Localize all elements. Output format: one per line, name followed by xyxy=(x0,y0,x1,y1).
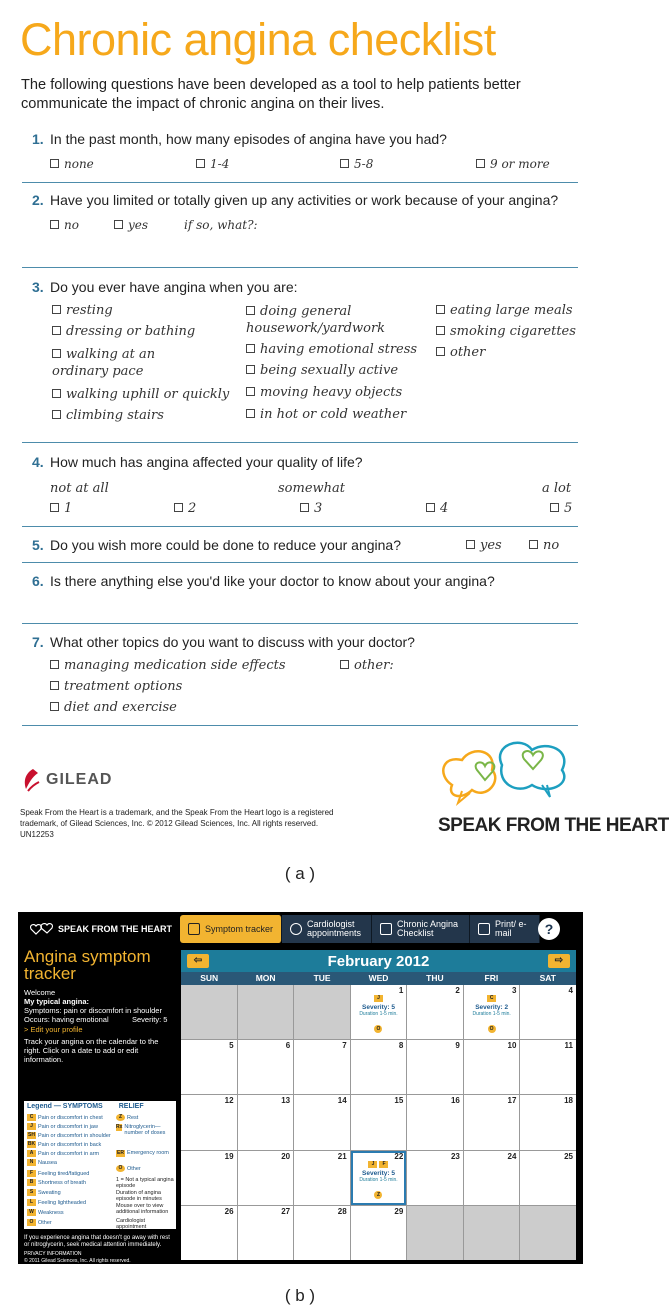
day-number: 11 xyxy=(564,1041,573,1051)
legend-item: S Sweating xyxy=(27,1189,61,1196)
copyright: © 2011 Gilead Sciences, Inc. All rights reserved. xyxy=(24,1258,131,1264)
day-number: 17 xyxy=(507,1096,517,1106)
weekday-label: FRI xyxy=(484,973,499,983)
option-hot-cold-weather[interactable]: in hot or cold weather xyxy=(246,407,406,422)
legend-item: J Pain or discomfort in jaw xyxy=(27,1123,98,1130)
calendar-day[interactable] xyxy=(294,1206,350,1260)
checkbox-icon xyxy=(196,159,205,168)
duration-text: Duration 1-5 min. xyxy=(472,1011,511,1017)
relief-code: O xyxy=(374,1025,382,1033)
calendar-empty-cell xyxy=(294,985,350,1039)
option-large-meals[interactable]: eating large meals xyxy=(436,303,573,318)
calendar-day[interactable] xyxy=(351,1095,407,1149)
checkbox-icon xyxy=(50,503,59,512)
checkbox-icon xyxy=(246,409,255,418)
print-icon xyxy=(478,923,490,935)
calendar-day[interactable] xyxy=(294,1151,350,1205)
divider xyxy=(22,562,578,563)
checkbox-icon xyxy=(246,387,255,396)
checklist-intro: The following questions have been developed as a tool to help patients better communicate the impact of chronic angina on their lives. xyxy=(21,77,521,112)
calendar-empty-cell xyxy=(238,985,294,1039)
legend-title: Legend — SYMPTOMS RELIEF xyxy=(27,1103,144,1110)
app-logo: SPEAK FROM THE HEART xyxy=(28,918,172,940)
legend-relief-item: O Other xyxy=(116,1165,141,1172)
day-number: 19 xyxy=(224,1151,234,1161)
checkbox-icon xyxy=(50,159,59,168)
calendar-day[interactable] xyxy=(294,1040,350,1094)
calendar xyxy=(181,950,576,1260)
sidebar xyxy=(24,948,176,1262)
question-7: 7. What other topics do you want to discuss with your doctor? xyxy=(32,634,415,650)
track-instructions: Track your angina on the calendar to the right. Click on a date to add or edit information. xyxy=(24,1037,159,1064)
day-number: 10 xyxy=(507,1041,517,1051)
legend-note: 1 = Not a typical angina episode xyxy=(116,1177,174,1189)
checkbox-icon xyxy=(246,365,255,374)
calendar-day[interactable] xyxy=(464,1095,520,1149)
if-so-what-label: if so, what?: xyxy=(184,218,258,232)
calendar-day[interactable] xyxy=(351,1206,407,1260)
divider xyxy=(22,267,578,268)
scale-option-4[interactable]: 4 xyxy=(426,501,448,516)
weekday-label: MON xyxy=(255,973,276,983)
divider xyxy=(22,725,578,726)
calendar-day[interactable] xyxy=(520,1095,576,1149)
calendar-icon xyxy=(188,923,200,935)
calendar-empty-cell xyxy=(407,1206,463,1260)
legend-note: Cardiologist appointment xyxy=(116,1218,147,1230)
question-5: 5. Do you wish more could be done to reduce your angina? xyxy=(32,537,401,553)
checkbox-icon xyxy=(436,326,445,335)
option-sexually-active[interactable]: being sexually active xyxy=(246,363,398,378)
option-other[interactable]: other xyxy=(436,345,485,360)
checkbox-icon xyxy=(246,306,255,315)
symptom-code: F xyxy=(379,1161,388,1168)
calendar-day[interactable] xyxy=(238,1151,294,1205)
severity-line: Severity: 5 xyxy=(132,1015,168,1024)
day-number: 5 xyxy=(229,1041,234,1051)
day-number: 8 xyxy=(398,1041,404,1051)
angina-episode[interactable] xyxy=(464,995,520,1035)
symptom-tracker-app xyxy=(18,912,583,1264)
relief-code: O xyxy=(488,1025,496,1033)
typical-angina-label: My typical angina: xyxy=(24,997,90,1006)
checkbox-icon xyxy=(340,159,349,168)
legend xyxy=(24,1101,176,1229)
severity-text: Severity: 2 xyxy=(475,1004,509,1011)
day-number: 6 xyxy=(285,1041,291,1051)
option-none[interactable]: none xyxy=(50,157,94,171)
option-emotional-stress[interactable]: having emotional stress xyxy=(246,342,417,357)
option-side-effects[interactable]: managing medication side effects xyxy=(50,658,286,673)
option-no[interactable]: no xyxy=(529,538,559,553)
legend-item: SH Pain or discomfort in shoulder xyxy=(28,1132,111,1139)
option-resting[interactable]: resting xyxy=(52,303,113,318)
day-number: 1 xyxy=(398,986,404,995)
checkbox-icon xyxy=(246,344,255,353)
privacy-link[interactable]: PRIVACY INFORMATION xyxy=(24,1251,82,1257)
option-climbing-stairs[interactable]: climbing stairs xyxy=(52,408,164,423)
edit-profile-link[interactable]: > Edit your profile xyxy=(24,1025,83,1034)
scale-label-somewhat: somewhat xyxy=(278,481,345,496)
angina-episode[interactable] xyxy=(351,1161,407,1201)
calendar-day[interactable] xyxy=(181,1040,237,1094)
day-number: 3 xyxy=(511,986,517,995)
calendar-day[interactable] xyxy=(407,1095,463,1149)
scale-label-not-at-all: not at all xyxy=(50,481,109,496)
legend-item: BK Pain or discomfort in back xyxy=(27,1141,102,1148)
day-number: 16 xyxy=(450,1096,460,1106)
calendar-day[interactable] xyxy=(181,1206,237,1260)
tab-cardiologist-appointments[interactable]: Cardiologist appointments xyxy=(282,915,372,943)
option-9-or-more[interactable]: 9 or more xyxy=(476,157,550,171)
day-number: 23 xyxy=(450,1151,460,1161)
calendar-grid xyxy=(181,985,576,1260)
checkbox-icon xyxy=(50,220,59,229)
checkbox-icon xyxy=(436,305,445,314)
legend-item: N Nausea xyxy=(27,1159,57,1166)
question-3: 3. Do you ever have angina when you are: xyxy=(32,279,298,295)
calendar-day[interactable] xyxy=(520,1040,576,1094)
caption-a: ( a ) xyxy=(284,864,316,883)
day-number: 15 xyxy=(394,1096,404,1106)
legend-item: L Feeling lightheaded xyxy=(27,1199,86,1206)
checkbox-icon xyxy=(426,503,435,512)
gilead-mark-icon xyxy=(20,767,40,793)
next-month-button[interactable]: ⇨ xyxy=(548,954,570,968)
option-heavy-objects[interactable]: moving heavy objects xyxy=(246,385,402,400)
tab-print-email[interactable]: Print/ e-mail xyxy=(470,915,540,943)
option-smoking[interactable]: smoking cigarettes xyxy=(436,324,576,339)
checkbox-icon xyxy=(52,410,61,419)
duration-text: Duration 1-5 min. xyxy=(359,1011,398,1017)
checkbox-icon xyxy=(436,347,445,356)
tab-chronic-angina-checklist[interactable]: Chronic Angina Checklist xyxy=(372,915,470,943)
calendar-day[interactable] xyxy=(351,985,407,1039)
option-yes[interactable]: yes xyxy=(114,218,148,232)
scale-option-3[interactable]: 3 xyxy=(300,501,322,516)
person-icon xyxy=(290,923,302,935)
calendar-day[interactable] xyxy=(351,1040,407,1094)
option-other[interactable]: other: xyxy=(340,658,394,673)
severity-text: Severity: 5 xyxy=(362,1004,395,1011)
day-number: 14 xyxy=(337,1096,347,1106)
calendar-day[interactable] xyxy=(407,985,463,1039)
option-dressing[interactable]: dressing or bathing xyxy=(52,324,195,339)
checkbox-icon xyxy=(340,660,349,669)
day-number: 28 xyxy=(337,1206,347,1216)
legend-relief-item: Z Rest xyxy=(116,1114,138,1121)
option-no[interactable]: no xyxy=(50,218,79,232)
trademark-notice: Speak From the Heart is a trademark, and the Speak From the Heart logo is a registered trademark, of Gilead Sciences, Inc. © 2012 Gilead Sciences, Inc. All rights reserved. UN12253 xyxy=(20,808,334,839)
legend-item: C Pain or discomfort in chest xyxy=(27,1114,103,1121)
side-footer: If you experience angina that doesn't go away with rest or nitroglycerin, seek medical attention immediately. PRIVACY INFORMATION © 2011 Gilead Sciences, Inc. All rights reserved. xyxy=(24,1235,174,1265)
calendar-day[interactable] xyxy=(181,1095,237,1149)
calendar-day[interactable] xyxy=(238,1206,294,1260)
hearts-logo-icon xyxy=(28,921,54,937)
severity-text: Severity: 5 xyxy=(362,1169,395,1177)
calendar-day[interactable] xyxy=(181,1151,237,1205)
day-number: 12 xyxy=(224,1096,234,1106)
checkbox-icon xyxy=(50,681,59,690)
help-button[interactable]: ? xyxy=(538,918,560,940)
calendar-header xyxy=(181,950,576,972)
option-1-4[interactable]: 1-4 xyxy=(196,157,229,171)
checkbox-icon xyxy=(300,503,309,512)
symptom-code: C xyxy=(487,995,496,1002)
weekday-label: WED xyxy=(368,973,389,983)
calendar-day[interactable] xyxy=(520,1151,576,1205)
day-number: 29 xyxy=(394,1206,404,1216)
calendar-day[interactable] xyxy=(294,1095,350,1149)
weekday-header xyxy=(181,972,576,985)
legend-item: B Shortness of breath xyxy=(27,1179,86,1186)
main-nav xyxy=(180,915,540,943)
option-walking-ordinary[interactable]: walking at an ordinary pace xyxy=(52,347,156,379)
welcome-text: Welcome xyxy=(24,988,56,997)
calendar-day[interactable] xyxy=(464,985,520,1039)
day-number: 18 xyxy=(564,1096,573,1106)
checkbox-icon xyxy=(50,660,59,669)
day-number: 7 xyxy=(342,1041,347,1051)
option-yes[interactable]: yes xyxy=(466,538,502,553)
day-number: 26 xyxy=(224,1206,234,1216)
checkbox-icon xyxy=(174,503,183,512)
divider xyxy=(22,182,578,183)
caption-b: ( b ) xyxy=(284,1286,316,1305)
day-number: 27 xyxy=(281,1206,291,1216)
checkbox-icon xyxy=(52,326,61,335)
calendar-day[interactable] xyxy=(351,1151,407,1205)
duration-text: Duration 1-5 min. xyxy=(359,1176,398,1183)
symptom-code: J xyxy=(368,1161,377,1168)
option-treatment[interactable]: treatment options xyxy=(50,679,182,694)
legend-relief-item: Rx Nitroglycerin—number of doses xyxy=(116,1124,166,1136)
tab-symptom-tracker[interactable]: Symptom tracker xyxy=(180,915,282,943)
day-number: 20 xyxy=(281,1151,291,1161)
checkbox-icon xyxy=(476,159,485,168)
option-5-8[interactable]: 5-8 xyxy=(340,157,373,171)
legend-item: O Other xyxy=(27,1219,52,1226)
option-walking-uphill[interactable]: walking uphill or quickly xyxy=(52,387,229,402)
weekday-label: TUE xyxy=(313,973,331,983)
divider xyxy=(22,442,578,443)
weekday-label: THU xyxy=(426,973,444,983)
legend-note: Duration of angina episode in minutes xyxy=(116,1190,162,1202)
calendar-day[interactable] xyxy=(407,1151,463,1205)
option-housework[interactable]: doing general housework/yardwork xyxy=(246,304,386,336)
tracker-title: Angina symptom tracker xyxy=(24,947,151,983)
checkbox-icon xyxy=(52,389,61,398)
checkbox-icon xyxy=(466,540,475,549)
month-title: February 2012 xyxy=(327,952,430,970)
scale-option-5[interactable]: 5 xyxy=(550,501,572,516)
calendar-day[interactable] xyxy=(464,1151,520,1205)
legend-item: F Feeling tired/fatigued xyxy=(27,1170,89,1177)
scale-option-1[interactable]: 1 xyxy=(50,501,72,516)
checkbox-icon xyxy=(550,503,559,512)
checkbox-icon xyxy=(52,305,61,314)
checklist-title: Chronic angina checklist xyxy=(20,14,496,65)
checkbox-icon xyxy=(50,702,59,711)
checkbox-icon xyxy=(529,540,538,549)
option-diet-exercise[interactable]: diet and exercise xyxy=(50,700,177,715)
divider xyxy=(22,623,578,624)
day-number: 13 xyxy=(281,1096,291,1106)
question-6: 6. Is there anything else you'd like your doctor to know about your angina? xyxy=(32,573,495,589)
occurs-line: Occurs: having emotional xyxy=(24,1015,109,1024)
speak-from-the-heart-text: SPEAK FROM THE HEART xyxy=(438,815,669,836)
weekday-label: SAT xyxy=(539,973,556,983)
day-number: 22 xyxy=(394,1151,404,1161)
calendar-day[interactable] xyxy=(407,1040,463,1094)
checkbox-icon xyxy=(114,220,123,229)
scale-label-a-lot: a lot xyxy=(542,481,572,496)
day-number: 21 xyxy=(337,1151,347,1161)
weekday-label: SUN xyxy=(200,973,219,983)
calendar-day[interactable] xyxy=(464,1040,520,1094)
scale-option-2[interactable]: 2 xyxy=(174,501,196,516)
question-4: 4. How much has angina affected your quality of life? xyxy=(32,454,363,470)
question-1: 1. In the past month, how many episodes of angina have you had? xyxy=(32,131,447,147)
day-number: 25 xyxy=(564,1151,573,1161)
calendar-empty-cell xyxy=(520,1206,576,1260)
legend-note: Mouse over to view additional information xyxy=(116,1203,169,1215)
legend-relief-item: ER Emergency room xyxy=(117,1150,169,1156)
checkbox-icon xyxy=(380,923,392,935)
calendar-empty-cell xyxy=(464,1206,520,1260)
legend-item: A Pain or discomfort in arm xyxy=(27,1150,99,1157)
calendar-day[interactable] xyxy=(238,1040,294,1094)
calendar-empty-cell xyxy=(181,985,237,1039)
day-number: 24 xyxy=(507,1151,517,1161)
calendar-day[interactable] xyxy=(238,1095,294,1149)
gilead-logo: GILEAD xyxy=(20,767,112,793)
calendar-day[interactable] xyxy=(520,985,576,1039)
day-number: 4 xyxy=(568,986,573,995)
legend-item: W Weakness xyxy=(27,1209,64,1216)
symptom-code: J xyxy=(374,995,383,1002)
symptoms-line: Symptoms: pain or discomfort in shoulder xyxy=(24,1006,162,1015)
angina-episode[interactable] xyxy=(351,995,407,1035)
prev-month-button[interactable]: ⇦ xyxy=(187,954,209,968)
relief-code: Z xyxy=(374,1191,382,1199)
day-number: 9 xyxy=(455,1041,460,1051)
checkbox-icon xyxy=(52,349,61,358)
divider xyxy=(22,526,578,527)
day-number: 2 xyxy=(455,986,460,995)
question-2: 2. Have you limited or totally given up any activities or work because of your angina? xyxy=(32,192,559,208)
